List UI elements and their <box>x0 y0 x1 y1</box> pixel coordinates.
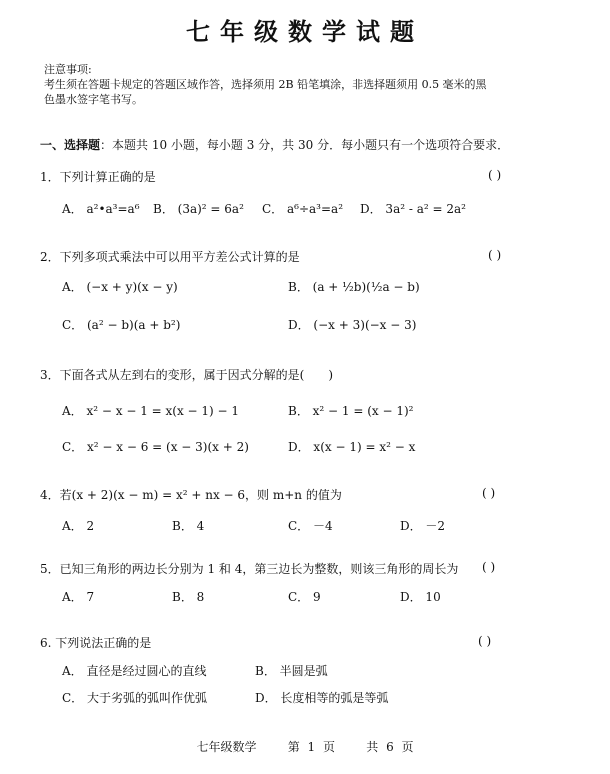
question-4-answer-paren: ( ) <box>482 486 496 500</box>
question-6-option-a: A． 直径是经过圆心的直线 <box>62 664 207 678</box>
question-6-option-b: B． 半圆是弧 <box>255 664 328 678</box>
footer-subject: 七年级数学 <box>196 740 257 754</box>
question-2-option-b: B． (a + ½b)(½a − b) <box>288 280 420 294</box>
question-6-option-d: D． 长度相等的弧是等弧 <box>255 691 389 705</box>
question-6-option-c: C． 大于劣弧的弧叫作优弧 <box>62 691 207 705</box>
question-5-option-b: B． 8 <box>172 590 205 604</box>
question-6-answer-paren: ( ) <box>478 634 492 648</box>
question-1-option-b: B． (3a)² = 6a² <box>153 202 244 216</box>
page-title: 七年级数学试题 <box>186 17 424 46</box>
question-1-option-c: C． a⁶÷a³=a² <box>262 202 344 216</box>
section-heading <box>40 136 509 153</box>
question-1-stem: 1．下列计算正确的是 <box>40 170 156 184</box>
question-3-option-a: A． x² − x − 1 = x(x − 1) − 1 <box>62 404 240 418</box>
footer-page-number: 第 1 页 <box>287 740 335 754</box>
question-3-option-d: D． x(x − 1) = x² − x <box>288 440 416 454</box>
question-4-option-d: D． －2 <box>400 519 446 533</box>
question-4-option-b: B． 4 <box>172 519 205 533</box>
question-1-option-a: A． a²•a³=a⁶ <box>62 202 140 216</box>
question-5-option-c: C． 9 <box>288 590 321 604</box>
question-4-option-a: A． 2 <box>62 519 95 533</box>
question-2-option-c: C． (a² − b)(a + b²) <box>62 318 181 332</box>
question-2-option-a: A． (−x + y)(x − y) <box>62 280 178 294</box>
question-2-answer-paren: ( ) <box>488 248 502 262</box>
question-5-answer-paren: ( ) <box>482 560 496 574</box>
question-3-option-c: C． x² − x − 6 = (x − 3)(x + 2) <box>62 440 249 454</box>
question-2-option-d: D． (−x + 3)(−x − 3) <box>288 318 417 332</box>
question-5-option-d: D． 10 <box>400 590 441 604</box>
footer-total-pages: 共 6 页 <box>366 740 414 754</box>
question-5-option-a: A． 7 <box>62 590 95 604</box>
section-text: ：本题共 10 小题，每小题 3 分，共 30 分．每小题只有一个选项符合要求． <box>100 138 510 152</box>
question-3-stem: 3．下面各式从左到右的变形，属于因式分解的是( ) <box>40 368 334 382</box>
notes-heading: 注意事项: <box>44 63 92 76</box>
question-1-answer-paren: ( ) <box>488 168 502 182</box>
question-3-option-b: B． x² − 1 = (x − 1)² <box>288 404 414 418</box>
question-2-stem: 2．下列多项式乘法中可以用平方差公式计算的是 <box>40 250 300 264</box>
notes-line-1: 考生须在答题卡规定的答题区域作答，选择须用 2B 铅笔填涂，非选择题须用 0.5 毫米的黑 <box>44 78 487 91</box>
question-5-stem: 5．已知三角形的两边长分别为 1 和 4，第三边长为整数，则该三角形的周长为 <box>40 562 459 576</box>
page-footer <box>0 738 610 755</box>
section-label: 一、选择题 <box>40 138 101 152</box>
question-4-option-c: C． －4 <box>288 519 333 533</box>
notes-block <box>44 62 487 107</box>
question-4-stem: 4．若(x + 2)(x − m) = x² + nx − 6，则 m+n 的值为 <box>40 488 342 502</box>
notes-line-2: 色墨水签字笔书写。 <box>44 93 143 106</box>
question-1-option-d: D． 3a² - a² = 2a² <box>360 202 466 216</box>
question-6-stem: 6. 下列说法正确的是 <box>40 636 152 650</box>
